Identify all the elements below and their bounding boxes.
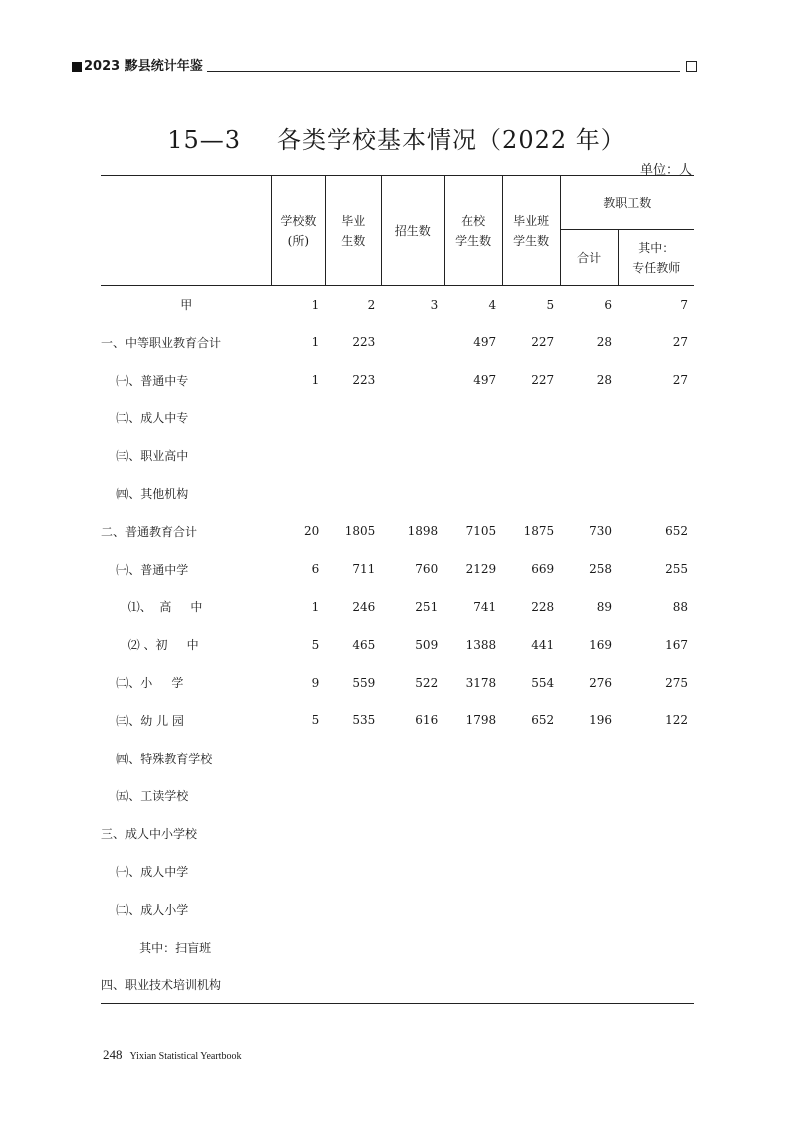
cell-value <box>560 966 618 1004</box>
cell-value: 730 <box>589 524 613 539</box>
row-label: ㈣、特殊教育学校 <box>101 751 213 766</box>
table-row <box>101 286 694 324</box>
cell-value: 1388 <box>465 637 497 652</box>
cell-value <box>381 966 444 1004</box>
table-row <box>101 664 694 702</box>
row-label: ㈡、成人中专 <box>101 411 189 426</box>
page-footer <box>103 1047 241 1063</box>
cell-value: 522 <box>415 675 439 690</box>
cell-value: 1898 <box>407 524 439 539</box>
table-body <box>101 286 694 1004</box>
cell-value <box>381 324 444 362</box>
yearbook-header-title: 2023 黟县统计年鉴 <box>84 59 203 74</box>
table-row <box>101 815 694 853</box>
row-label: 三、成人中小学校 <box>101 827 198 842</box>
col-header-schools: 学校数 (所) <box>271 176 325 286</box>
cell-value: 227 <box>531 373 555 388</box>
cell-value: 2 <box>367 297 376 312</box>
row-label: ⑵ 、初 中 <box>101 638 199 653</box>
cell-value <box>560 928 618 966</box>
cell-value <box>444 475 502 513</box>
table-row <box>101 361 694 399</box>
cell-value <box>325 739 381 777</box>
cell-value <box>271 890 325 928</box>
cell-value: 1 <box>311 599 320 614</box>
cell-value <box>325 928 381 966</box>
cell-value <box>618 928 694 966</box>
unit-label: 单位：人 <box>639 163 692 178</box>
square-bullet-icon <box>72 62 82 72</box>
cell-value: 554 <box>531 675 555 690</box>
cell-value: 28 <box>596 335 613 350</box>
cell-value <box>444 739 502 777</box>
cell-value <box>444 399 502 437</box>
col-header-enrollment: 招生数 <box>381 176 444 286</box>
cell-value: 465 <box>352 637 376 652</box>
row-label: ㈡、成人小学 <box>101 902 189 917</box>
cell-value: 497 <box>473 335 497 350</box>
cell-value <box>381 739 444 777</box>
cell-value: 275 <box>665 675 688 690</box>
cell-value <box>502 475 560 513</box>
table-row <box>101 588 694 626</box>
cell-value <box>618 815 694 853</box>
cell-value: 27 <box>672 335 688 350</box>
cell-value: 169 <box>589 637 613 652</box>
cell-value <box>560 777 618 815</box>
cell-value: 741 <box>473 599 497 614</box>
cell-value: 535 <box>352 713 376 728</box>
cell-value <box>502 437 560 475</box>
cell-value: 441 <box>531 637 555 652</box>
cell-value <box>325 475 381 513</box>
row-label-header <box>101 176 271 286</box>
cell-value: 669 <box>531 562 555 577</box>
cell-value: 3 <box>430 297 439 312</box>
cell-value <box>271 777 325 815</box>
cell-value <box>444 853 502 891</box>
cell-value: 652 <box>665 524 688 539</box>
cell-value <box>560 399 618 437</box>
cell-value <box>502 853 560 891</box>
cell-value <box>381 928 444 966</box>
cell-value <box>618 475 694 513</box>
book-name: Yixian Statistical Yeartbook <box>129 1051 242 1062</box>
cell-value: 5 <box>546 297 555 312</box>
cell-value <box>560 739 618 777</box>
cell-value <box>618 777 694 815</box>
cell-value: 6 <box>604 297 613 312</box>
cell-value <box>618 399 694 437</box>
col-header-staff-total: 合计 <box>560 230 618 286</box>
empty-box-icon <box>686 61 697 72</box>
cell-value: 1 <box>311 373 320 388</box>
table-row <box>101 324 694 362</box>
cell-value <box>618 966 694 1004</box>
cell-value <box>618 437 694 475</box>
cell-value <box>560 890 618 928</box>
cell-value <box>444 815 502 853</box>
cell-value: 497 <box>473 373 497 388</box>
cell-value: 1805 <box>344 524 376 539</box>
cell-value <box>502 739 560 777</box>
table-row <box>101 928 694 966</box>
table-row <box>101 475 694 513</box>
cell-value: 711 <box>352 562 376 577</box>
cell-value <box>271 437 325 475</box>
cell-value <box>381 399 444 437</box>
cell-value <box>560 815 618 853</box>
cell-value: 652 <box>531 713 555 728</box>
cell-value <box>271 399 325 437</box>
cell-value: 276 <box>589 675 613 690</box>
cell-value <box>444 928 502 966</box>
cell-value: 559 <box>352 675 376 690</box>
cell-value: 246 <box>352 599 376 614</box>
cell-value <box>618 890 694 928</box>
cell-value <box>325 399 381 437</box>
row-label: ㈣、其他机构 <box>101 487 189 502</box>
header-rule <box>207 70 680 72</box>
cell-value: 167 <box>665 637 688 652</box>
cell-value <box>271 475 325 513</box>
table-title <box>0 120 793 155</box>
cell-value: 28 <box>596 373 613 388</box>
cell-value <box>502 966 560 1004</box>
cell-value: 1798 <box>465 713 497 728</box>
row-label: ㈠、普通中学 <box>101 562 189 577</box>
table-row <box>101 890 694 928</box>
cell-value <box>381 777 444 815</box>
cell-value: 223 <box>352 335 376 350</box>
cell-value <box>444 777 502 815</box>
col-header-graduates: 毕业 生数 <box>325 176 381 286</box>
running-header <box>72 58 697 74</box>
cell-value: 223 <box>352 373 376 388</box>
cell-value <box>381 815 444 853</box>
cell-value: 88 <box>672 599 688 614</box>
cell-value: 27 <box>672 373 688 388</box>
cell-value <box>502 399 560 437</box>
row-label: ㈠、普通中专 <box>101 373 189 388</box>
cell-value <box>502 890 560 928</box>
row-label: 二、普通教育合计 <box>101 524 198 539</box>
cell-value: 6 <box>311 562 320 577</box>
table-row <box>101 399 694 437</box>
cell-value: 258 <box>589 562 613 577</box>
cell-value <box>618 853 694 891</box>
table-title-text: 各类学校基本情况（2022 年） <box>277 126 626 154</box>
cell-value <box>381 361 444 399</box>
row-label: ㈢、职业高中 <box>101 449 189 464</box>
col-header-students: 在校 学生数 <box>444 176 502 286</box>
cell-value <box>502 928 560 966</box>
cell-value <box>325 815 381 853</box>
cell-value <box>381 853 444 891</box>
cell-value: 122 <box>665 713 688 728</box>
cell-value <box>618 739 694 777</box>
cell-value: 20 <box>304 524 320 539</box>
cell-value: 7105 <box>465 524 497 539</box>
school-statistics-table <box>101 175 694 1004</box>
cell-value <box>444 890 502 928</box>
row-label: 其中：扫盲班 <box>101 940 212 955</box>
cell-value <box>381 437 444 475</box>
cell-value <box>560 475 618 513</box>
cell-value <box>502 815 560 853</box>
table-row <box>101 777 694 815</box>
table-row <box>101 966 694 1004</box>
table-row <box>101 701 694 739</box>
cell-value: 251 <box>415 599 439 614</box>
table-row <box>101 437 694 475</box>
cell-value: 1875 <box>523 524 555 539</box>
row-label: 一、中等职业教育合计 <box>101 335 222 350</box>
cell-value: 3178 <box>465 675 497 690</box>
row-label: 甲 <box>180 298 193 313</box>
cell-value: 5 <box>311 713 320 728</box>
cell-value: 9 <box>311 675 320 690</box>
table-row <box>101 853 694 891</box>
cell-value <box>325 890 381 928</box>
cell-value: 760 <box>415 562 439 577</box>
cell-value <box>502 777 560 815</box>
row-label: 四、职业技术培训机构 <box>101 966 271 1004</box>
cell-value <box>271 815 325 853</box>
cell-value <box>271 739 325 777</box>
cell-value <box>444 966 502 1004</box>
table-row <box>101 739 694 777</box>
cell-value <box>271 966 325 1004</box>
cell-value <box>325 853 381 891</box>
cell-value: 255 <box>665 562 688 577</box>
cell-value <box>325 437 381 475</box>
cell-value: 227 <box>531 335 555 350</box>
cell-value: 509 <box>415 637 439 652</box>
cell-value: 1 <box>311 335 320 350</box>
table-row <box>101 512 694 550</box>
cell-value <box>560 853 618 891</box>
cell-value: 196 <box>589 713 613 728</box>
row-label: ⑴、 高 中 <box>101 600 203 615</box>
row-label: ㈢、幼 儿 园 <box>101 713 184 728</box>
col-header-staff: 教职工数 <box>560 176 694 230</box>
cell-value: 2129 <box>465 562 497 577</box>
cell-value <box>444 437 502 475</box>
cell-value: 7 <box>680 297 688 312</box>
page-number: 248 <box>103 1047 123 1062</box>
cell-value <box>271 928 325 966</box>
row-label: ㈠、成人中学 <box>101 865 189 880</box>
cell-value: 228 <box>531 599 555 614</box>
cell-value <box>381 890 444 928</box>
table-row <box>101 626 694 664</box>
cell-value <box>325 966 381 1004</box>
cell-value: 4 <box>488 297 497 312</box>
row-label: ㈤、工读学校 <box>101 789 189 804</box>
table-number: 15—3 <box>167 126 242 154</box>
cell-value: 1 <box>311 297 320 312</box>
row-label: ㈡、小 学 <box>101 676 184 691</box>
cell-value <box>560 437 618 475</box>
table-row <box>101 550 694 588</box>
cell-value <box>325 777 381 815</box>
col-header-staff-teachers: 其中： 专任教师 <box>618 230 694 286</box>
cell-value <box>271 853 325 891</box>
cell-value: 5 <box>311 637 320 652</box>
cell-value <box>381 475 444 513</box>
cell-value: 616 <box>415 713 439 728</box>
cell-value: 89 <box>596 599 613 614</box>
col-header-grad-class: 毕业班 学生数 <box>502 176 560 286</box>
